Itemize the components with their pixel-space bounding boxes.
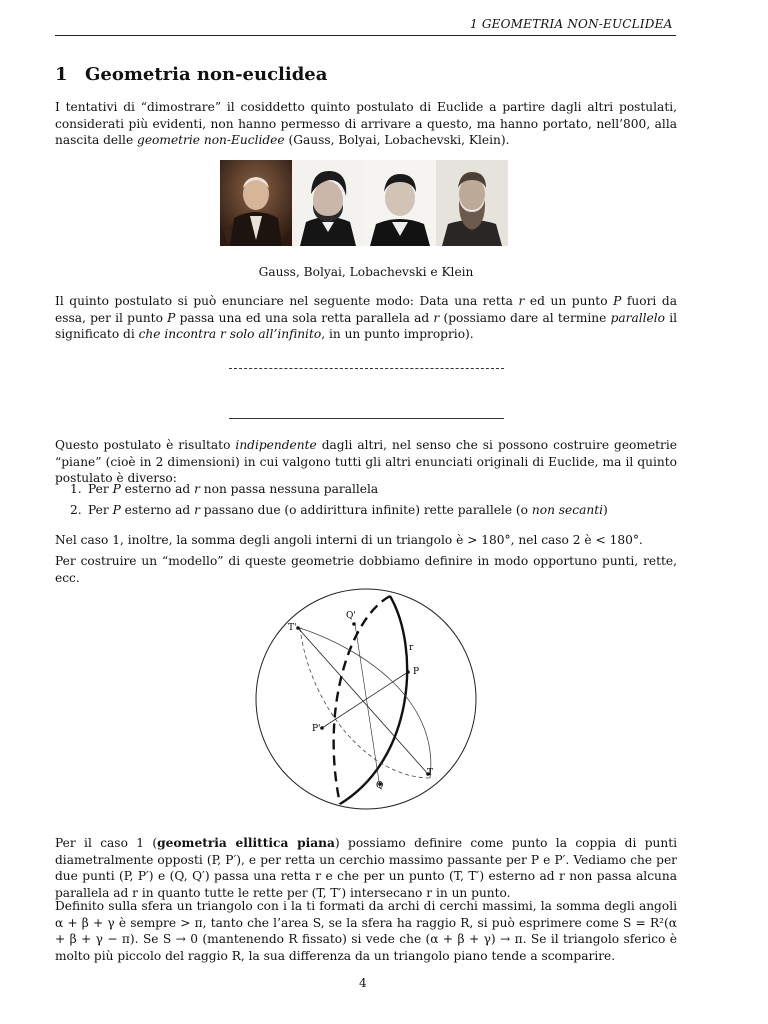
elliptic-geometry-paragraph: Per il caso 1 (geometria ellittica piana) possiamo definire come punto la coppia di punti diametralmente opposti (P, P′), e per retta un cerchio massimo passante per P e P′. Vediamo che per due punti (P, P′) e (Q, Q′) passa una retta r e che per un punto (T, T′) esterno ad r non passa alcuna parallela ad r in quanto tutte le rette per (T, T′) intersecano r in un punto.	[55, 836, 677, 900]
portrait-lobachevski	[364, 160, 436, 246]
list-item: 1. Per P esterno ad r non passa nessuna parallela	[70, 482, 379, 496]
list-item: 2. Per P esterno ad r passano due (o addirittura infinite) rette parallele (o non secanti)	[70, 503, 608, 517]
portraits-caption: Gauss, Bolyai, Lobachevski e Klein	[258, 265, 474, 279]
portrait-bolyai	[292, 160, 364, 246]
dashed-line	[229, 368, 504, 369]
intro-paragraph: I tentativi di “dimostrare” il cosiddetto quinto postulato di Euclide a partire dagli altri postulati, considerati più evidenti, non hanno permesso di arrivare a questo, ma hanno portato, nell’800, alla nascita delle geometrie non-Euclidee (Gauss, Bolyai, Lobachevski, Klein).	[55, 100, 677, 147]
angle-sum-paragraph: Nel caso 1, inoltre, la somma degli angoli interni di un triangolo è > 180°, nel caso 2 è < 180°.	[55, 533, 643, 547]
label-Q: Q	[376, 781, 384, 791]
section-number: 1	[55, 64, 68, 85]
sphere-diagram	[250, 588, 480, 810]
label-T: T	[427, 768, 434, 778]
model-paragraph: Per costruire un “modello” di queste geometrie dobbiamo definire in modo opportuno punti, rette, ecc.	[55, 554, 677, 585]
solid-line-r	[229, 418, 504, 419]
label-r: r	[409, 643, 414, 653]
line-r-front	[340, 596, 407, 804]
label-Pp: P'	[312, 724, 321, 734]
fifth-postulate-paragraph: Il quinto postulato si può enunciare nel seguente modo: Data una retta r ed un punto P fuori da essa, per il punto P passa una ed una sola retta parallela ad r (possiamo dare al termine parallelo il significato di che incontra r solo all’infinito, in un punto improprio).	[55, 294, 677, 341]
label-P: P	[413, 667, 420, 677]
independence-paragraph: Questo postulato è risultato indipendente dagli altri, nel senso che si possono costruire geometrie “piane” (cioè in 2 dimensioni) in cui valgono tutti gli altri enunciati originali di Euclide, ma il quinto postulato è diverso:	[55, 438, 677, 485]
diameter-PP	[322, 672, 408, 728]
section-title-text: Geometria non-euclidea	[85, 64, 328, 85]
spherical-triangle-paragraph: Definito sulla sfera un triangolo con i la ti formati da archi di cerchi massimi, la somma degli angoli α + β + γ è sempre > π, tanto che l’area S, se la sfera ha raggio R, si può esprimere come S = R²(α + β + γ − π). Se S → 0 (mantenendo R fissato) si vede che (α + β + γ) → π. Se il triangolo sferico è molto più piccolo del raggio R, la sua differenza da un triangolo piano tende a scomparire.	[55, 899, 677, 963]
running-header: 1 GEOMETRIA NON-EUCLIDEA	[470, 17, 673, 31]
portrait-gauss	[220, 160, 292, 246]
label-Tp: T'	[288, 623, 297, 633]
portraits-figure	[220, 160, 509, 246]
label-Qp: Q'	[346, 611, 356, 621]
portrait-klein	[436, 160, 508, 246]
section-title	[55, 64, 327, 85]
header-rule	[55, 35, 676, 36]
page-number: 4	[359, 976, 367, 990]
diameter-QQ	[355, 624, 380, 788]
